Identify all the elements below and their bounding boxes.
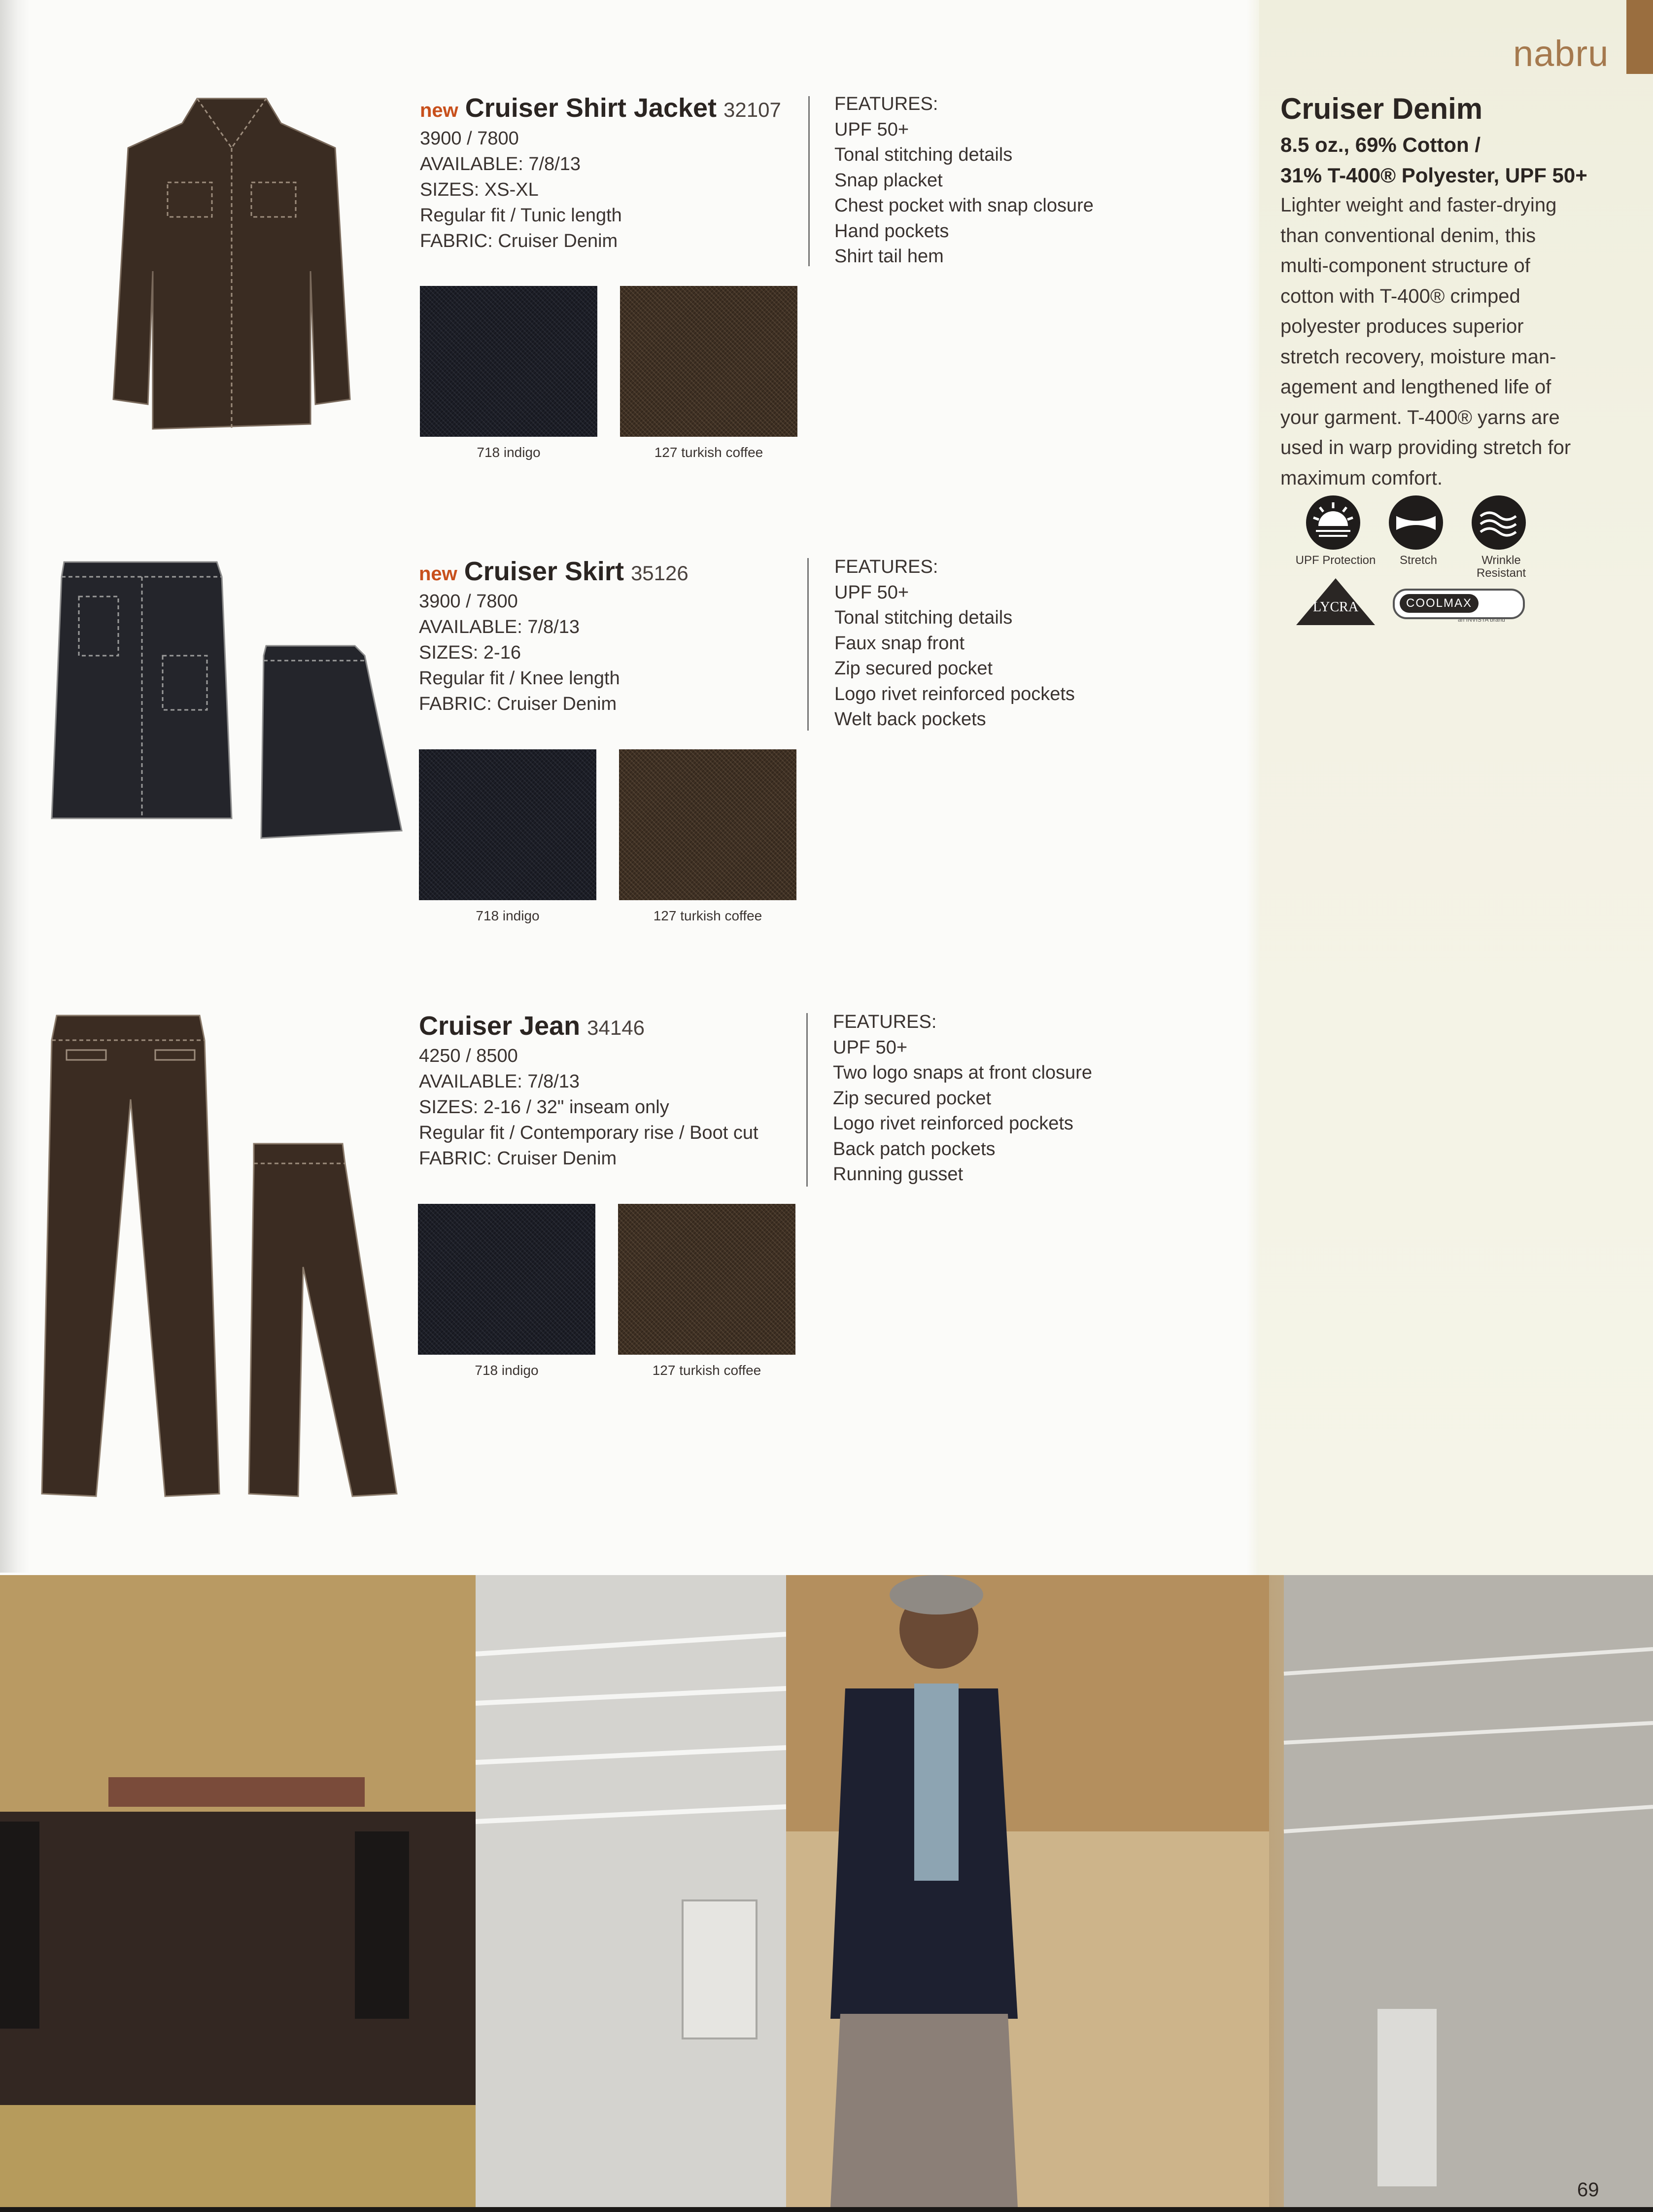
swatch-label: 127 turkish coffee	[652, 1363, 761, 1378]
product-code: 35126	[630, 562, 689, 585]
description-line: polyester produces superior	[1280, 316, 1524, 337]
spec-line: Regular fit / Contemporary rise / Boot cut	[419, 1123, 758, 1143]
swatch-turkish-coffee	[618, 1204, 795, 1355]
swatch-label: 718 indigo	[477, 445, 541, 460]
page-binding-shadow	[0, 0, 30, 1573]
feature-item: Logo rivet reinforced pockets	[833, 1113, 1073, 1134]
features-list	[834, 555, 1075, 733]
swatch-indigo	[418, 1204, 595, 1355]
coolmax-logo	[1393, 589, 1525, 619]
tech-label-wrinkle: Wrinkle Resistant	[1476, 554, 1526, 580]
feature-item: UPF 50+	[834, 119, 909, 140]
description-line: cotton with T-400® crimped	[1280, 285, 1520, 307]
spec-line: SIZES: XS-XL	[420, 179, 539, 200]
new-badge: new	[420, 100, 458, 121]
spec-line: FABRIC: Cruiser Denim	[419, 1148, 617, 1169]
description-line: stretch recovery, moisture man-	[1280, 346, 1556, 368]
product-name: Cruiser Shirt Jacket	[465, 93, 717, 123]
product-name: Cruiser Skirt	[464, 557, 624, 586]
spec-line: 3900 / 7800	[420, 128, 519, 149]
feature-item: Chest pocket with snap closure	[834, 195, 1094, 216]
spec-line: AVAILABLE: 7/8/13	[420, 154, 581, 175]
lifestyle-photo-woman-trailer	[476, 1575, 1653, 2207]
fabric-spec-line-2: 31% T-400® Polyester, UPF 50+	[1280, 164, 1587, 187]
swatch-turkish-coffee	[619, 749, 796, 900]
features-divider	[808, 96, 810, 266]
features-divider	[806, 1013, 808, 1187]
feature-item: Logo rivet reinforced pockets	[834, 683, 1075, 704]
spec-line: AVAILABLE: 7/8/13	[419, 1071, 580, 1092]
tech-label-stretch: Stretch	[1399, 554, 1438, 567]
description-line: used in warp providing stretch for	[1280, 437, 1571, 458]
product-code: 34146	[587, 1016, 645, 1039]
swatch-label: 718 indigo	[475, 1363, 539, 1378]
features-title: FEATURES:	[834, 94, 938, 114]
feature-item: Tonal stitching details	[834, 144, 1013, 165]
spec-line: SIZES: 2-16	[419, 642, 521, 663]
sun-icon	[1306, 495, 1360, 550]
spec-line: SIZES: 2-16 / 32" inseam only	[419, 1097, 669, 1118]
page-bottom-edge	[0, 2207, 1653, 2212]
swatch-turkish-coffee	[620, 286, 797, 437]
feature-item: Back patch pockets	[833, 1138, 996, 1159]
skirt-illustration	[49, 557, 404, 843]
feature-item: Hand pockets	[834, 220, 949, 242]
product-title	[419, 1011, 645, 1041]
spec-line: FABRIC: Cruiser Denim	[420, 231, 618, 251]
feature-item: UPF 50+	[834, 582, 909, 603]
page-number: 69	[1577, 2179, 1599, 2201]
tech-label-upf: UPF Protection	[1295, 554, 1376, 567]
product-name: Cruiser Jean	[419, 1011, 581, 1041]
product-title	[419, 556, 689, 587]
coolmax-text: COOLMAX	[1400, 594, 1479, 613]
product-code: 32107	[723, 98, 781, 121]
lycra-text: LYCRA	[1312, 599, 1359, 615]
spec-line: FABRIC: Cruiser Denim	[419, 694, 617, 714]
wrinkle-resistant-icon	[1472, 495, 1526, 550]
feature-item: Tonal stitching details	[834, 607, 1013, 628]
feature-item: Zip secured pocket	[833, 1088, 992, 1109]
product-specs	[419, 589, 620, 717]
description-line: your garment. T-400® yarns are	[1280, 406, 1560, 428]
feature-item: Faux snap front	[834, 632, 965, 654]
swatch-label: 127 turkish coffee	[653, 908, 762, 923]
stretch-icon	[1389, 495, 1443, 550]
new-badge: new	[419, 563, 457, 585]
spec-line: Regular fit / Knee length	[419, 668, 620, 689]
features-title: FEATURES:	[833, 1012, 937, 1032]
swatch-indigo	[420, 286, 597, 437]
brand-tab	[1626, 0, 1653, 74]
brand-logo: nabru	[1513, 33, 1609, 74]
description-line: agement and lengthened life of	[1280, 376, 1551, 398]
description-line: maximum comfort.	[1280, 467, 1443, 489]
description-line: than conventional denim, this	[1280, 224, 1536, 246]
shirt-jacket-illustration	[103, 94, 360, 454]
feature-item: Zip secured pocket	[834, 658, 993, 679]
feature-item: Welt back pockets	[834, 709, 986, 730]
features-title: FEATURES:	[834, 557, 938, 577]
description-line: Lighter weight and faster-drying	[1280, 194, 1557, 216]
fabric-spec-line-1: 8.5 oz., 69% Cotton /	[1280, 133, 1481, 156]
coolmax-sub: an INVISTA brand	[1458, 616, 1505, 623]
feature-item: UPF 50+	[833, 1037, 908, 1058]
features-divider	[807, 558, 809, 731]
feature-item: Snap placket	[834, 170, 943, 191]
swatch-label: 127 turkish coffee	[654, 445, 763, 460]
feature-item: Two logo snaps at front closure	[833, 1062, 1092, 1083]
product-specs	[419, 1043, 758, 1171]
product-title	[420, 93, 781, 123]
spec-line: 3900 / 7800	[419, 591, 518, 612]
product-specs	[420, 126, 622, 254]
description-line: multi-component structure of	[1280, 255, 1530, 277]
jean-illustration	[37, 1011, 402, 1509]
spec-line: Regular fit / Tunic length	[420, 205, 622, 226]
swatch-indigo	[419, 749, 596, 900]
features-list	[833, 1010, 1092, 1188]
swatch-label: 718 indigo	[476, 908, 540, 923]
lycra-logo	[1294, 576, 1378, 630]
spec-line: 4250 / 8500	[419, 1046, 518, 1066]
fabric-description	[1280, 190, 1625, 493]
features-list	[834, 92, 1094, 270]
spec-line: AVAILABLE: 7/8/13	[419, 617, 580, 637]
feature-item: Running gusset	[833, 1164, 964, 1185]
feature-item: Shirt tail hem	[834, 246, 944, 267]
fabric-title: Cruiser Denim	[1280, 92, 1483, 125]
lifestyle-photo-jeans	[0, 1575, 476, 2207]
